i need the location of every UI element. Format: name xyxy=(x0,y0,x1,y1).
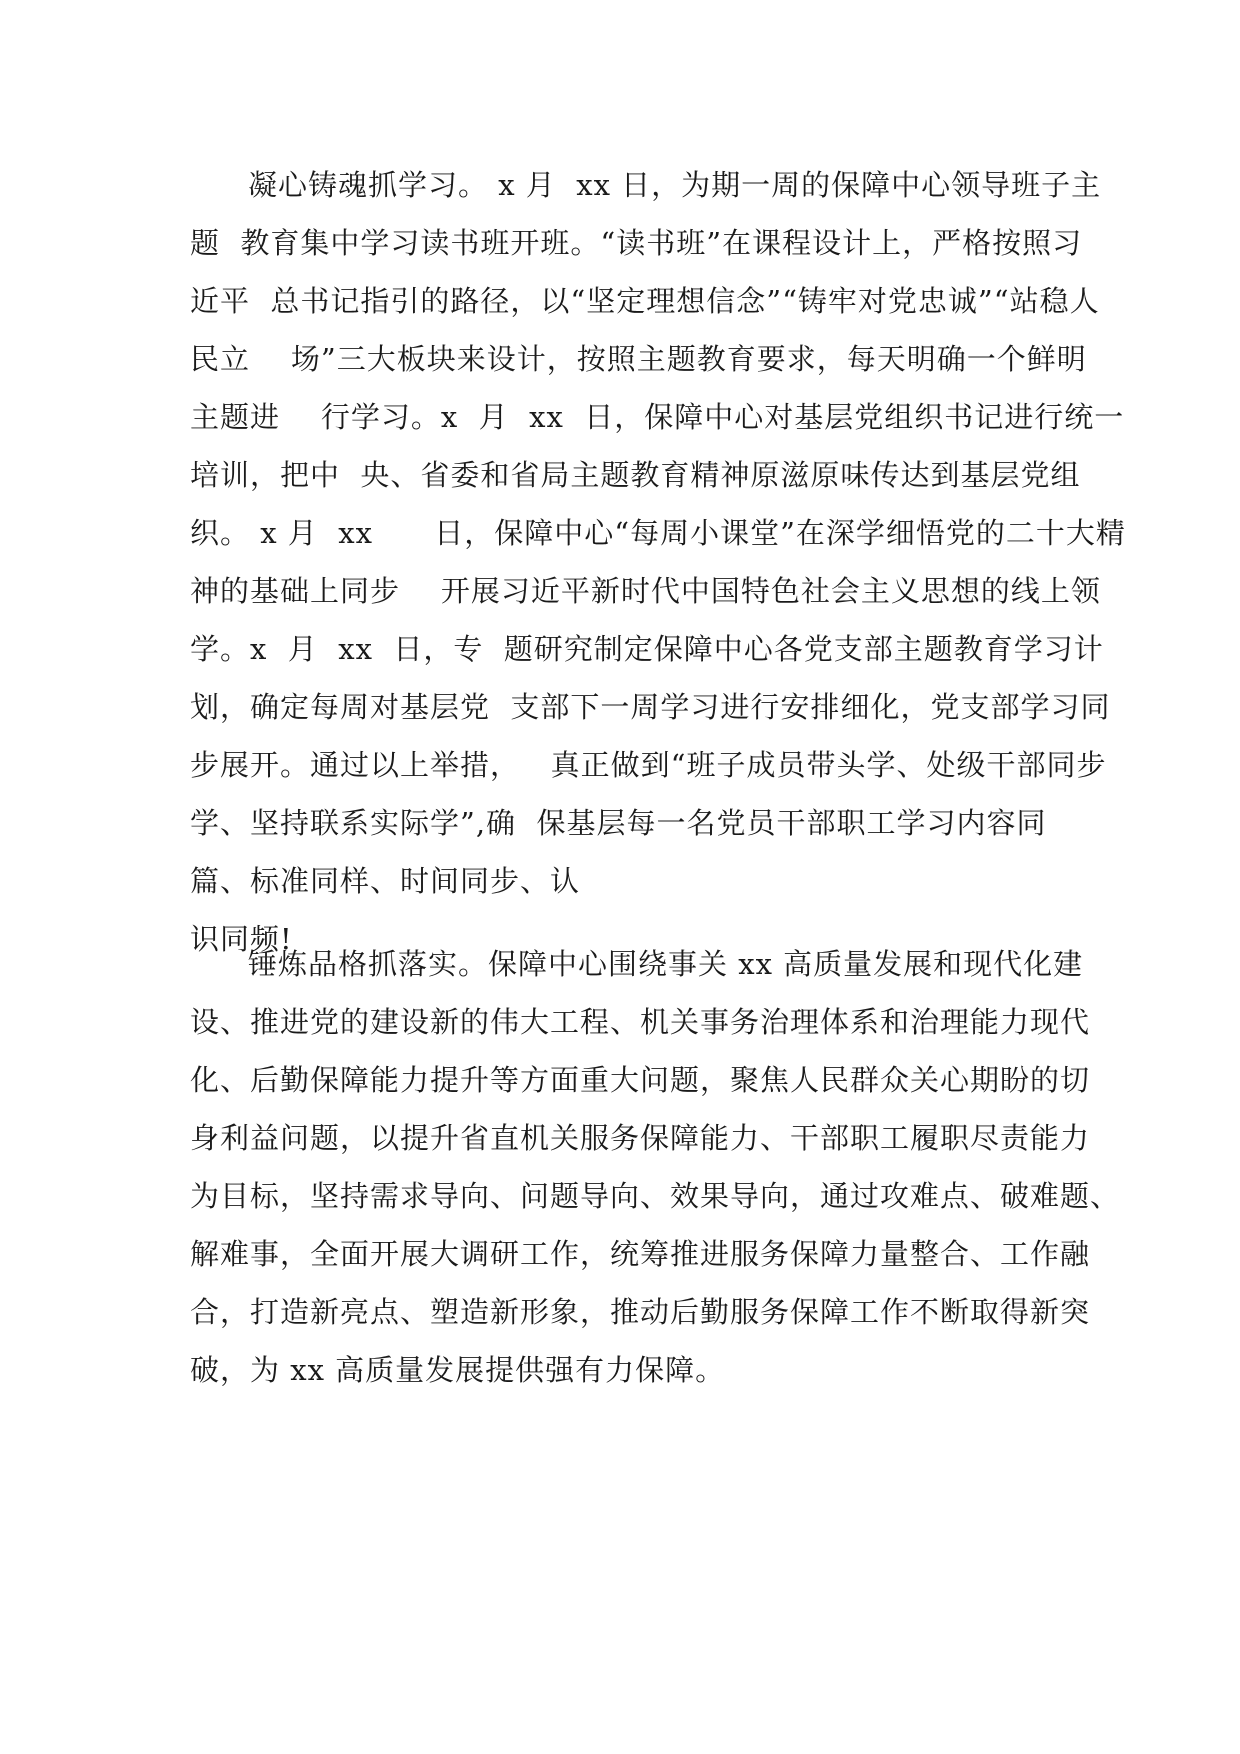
paragraph-implementation xyxy=(190,935,1121,1399)
paragraph-line: 破，为 xx 高质量发展提供强有力保障。 xyxy=(190,1353,726,1387)
paragraph-line: 学。x 月 xx 日，专 题研究制定保障中心各党支部主题教育学习计 xyxy=(190,632,1104,666)
paragraph-line: 学、坚持联系实际学”,确 保基层每一名党员干部职工学习内容同 xyxy=(190,806,1047,840)
paragraph-line: 步展开。通过以上举措， 真正做到“班子成员带头学、处级干部同步 xyxy=(190,748,1107,782)
paragraph-line: 设、推进党的建设新的伟大工程、机关事务治理体系和治理能力现代 xyxy=(190,1005,1091,1039)
paragraph-line: 主题进 行学习。x 月 xx 日，保障中心对基层党组织书记进行统一 xyxy=(190,400,1125,434)
paragraph-line: 近平 总书记指引的路径，以“坚定理想信念”“铸牢对党忠诚”“站稳人 xyxy=(190,284,1100,318)
paragraph-study xyxy=(190,156,1126,968)
paragraph-line: 民立 场”三大板块来设计，按照主题教育要求，每天明确一个鲜明 xyxy=(190,342,1087,376)
paragraph-line: 培训，把中 央、省委和省局主题教育精神原滋原味传达到基层党组 xyxy=(190,458,1081,492)
paragraph-line: 身利益问题，以提升省直机关服务保障能力、干部职工履职尽责能力 xyxy=(190,1121,1091,1155)
paragraph-line: 化、后勤保障能力提升等方面重大问题，聚焦人民群众关心期盼的切 xyxy=(190,1063,1091,1097)
paragraph-line: 划，确定每周对基层党 支部下一周学习进行安排细化，党支部学习同 xyxy=(190,690,1111,724)
paragraph-line: 合，打造新亮点、塑造新形象，推动后勤服务保障工作不断取得新突 xyxy=(190,1295,1091,1329)
paragraph-line: 篇、标准同样、时间同步、认 xyxy=(190,864,581,898)
paragraph-line: 凝心铸魂抓学习。 x 月 xx 日，为期一周的保障中心领导班子主 xyxy=(248,168,1102,202)
paragraph-line: 锤炼品格抓落实。保障中心围绕事关 xx 高质量发展和现代化建 xyxy=(248,947,1084,981)
paragraph-line: 题 教育集中学习读书班开班。“读书班”在课程设计上，严格按照习 xyxy=(190,226,1083,260)
paragraph-line: 织。 x 月 xx 日，保障中心“每周小课堂”在深学细悟党的二十大精 xyxy=(190,516,1126,550)
paragraph-line: 为目标，坚持需求导向、问题导向、效果导向，通过攻难点、破难题、 xyxy=(190,1179,1121,1213)
paragraph-line: 识同频! xyxy=(190,922,293,956)
paragraph-line: 神的基础上同步 开展习近平新时代中国特色社会主义思想的线上领 xyxy=(190,574,1101,608)
paragraph-line: 解难事，全面开展大调研工作，统筹推进服务保障力量整合、工作融 xyxy=(190,1237,1091,1271)
